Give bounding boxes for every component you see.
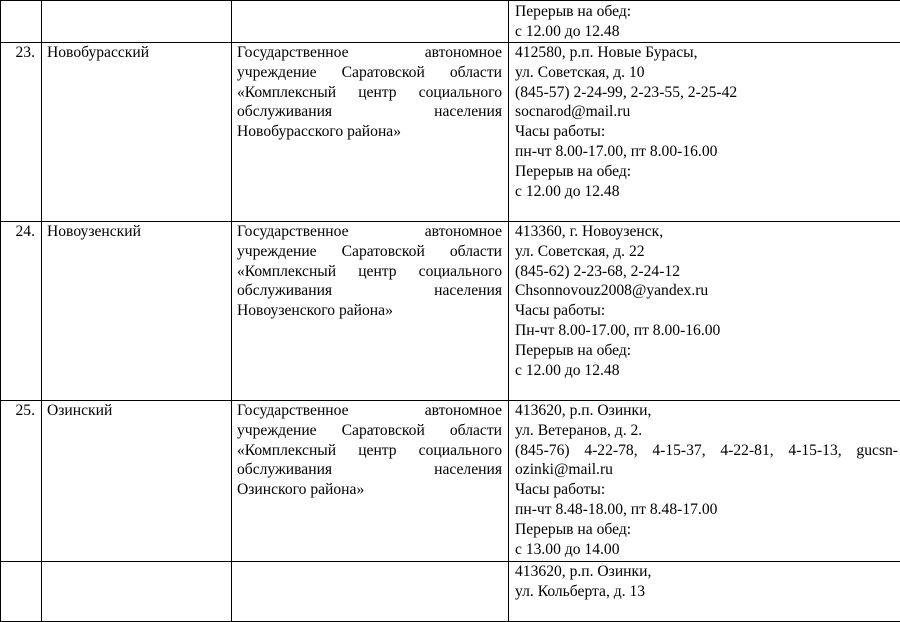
contact-line: 413360, г. Новоузенск, (515, 222, 898, 242)
row-number: 24. (1, 222, 42, 401)
contact-line: ул. Ветеранов, д. 2. (515, 421, 898, 441)
contact-line: Часы работы: (515, 480, 898, 500)
contact-line: 413620, р.п. Озинки, (515, 401, 898, 421)
contact-cell (509, 401, 900, 562)
contact-line: ул. Советская, д. 22 (515, 242, 898, 262)
contact-line: Перерыв на обед: (515, 341, 898, 361)
district-name: Озинский (42, 401, 232, 562)
org-line: «Комплексный центр социального (237, 83, 502, 103)
contact-line: 413620, р.п. Озинки, (515, 562, 898, 582)
contact-cell (509, 43, 900, 222)
contact-line: Перерыв на обед: (515, 2, 898, 22)
contact-line: ул. Кольберта, д. 13 (515, 582, 898, 602)
district-cell (42, 562, 232, 622)
contact-line: ozinki@mail.ru (515, 460, 898, 480)
contact-line: Часы работы: (515, 301, 898, 321)
contact-line: Перерыв на обед: (515, 162, 898, 182)
contact-line: (845-76) 4-22-78, 4-15-37, 4-22-81, 4-15-13, gucsn- (515, 441, 898, 461)
contact-line: Часы работы: (515, 122, 898, 142)
contact-line: пн-чт 8.00-17.00, пт 8.00-16.00 (515, 142, 898, 162)
district-name: Новобурасский (42, 43, 232, 222)
table-row (1, 401, 900, 562)
org-line: учреждение Саратовской области (237, 421, 502, 441)
org-line: Новобурасского района» (237, 122, 502, 142)
contact-line: с 13.00 до 14.00 (515, 540, 898, 560)
org-line: учреждение Саратовской области (237, 242, 502, 262)
org-cell (232, 43, 509, 222)
org-line: Озинского района» (237, 480, 502, 500)
contact-cell (509, 1, 900, 43)
district-cell (42, 1, 232, 43)
table-row (1, 222, 900, 401)
contact-line: с 12.00 до 12.48 (515, 182, 898, 202)
contact-line: Перерыв на обед: (515, 520, 898, 540)
contact-line: Chsonnovouz2008@yandex.ru (515, 281, 898, 301)
num-cell (1, 1, 42, 43)
org-line: учреждение Саратовской области (237, 63, 502, 83)
contact-line: ул. Советская, д. 10 (515, 63, 898, 83)
contact-line: socnarod@mail.ru (515, 102, 898, 122)
org-line: обслуживания населения (237, 102, 502, 122)
num-cell (1, 562, 42, 622)
table-row (1, 43, 900, 222)
table-row (1, 562, 900, 622)
contact-cell (509, 222, 900, 401)
row-number: 25. (1, 401, 42, 562)
org-cell (232, 401, 509, 562)
district-name: Новоузенский (42, 222, 232, 401)
org-line: Новоузенского района» (237, 301, 502, 321)
contact-line: пн-чт 8.48-18.00, пт 8.48-17.00 (515, 500, 898, 520)
org-line: Государственное автономное (237, 222, 502, 242)
org-line: «Комплексный центр социального (237, 262, 502, 282)
org-line: обслуживания населения (237, 281, 502, 301)
org-line: Государственное автономное (237, 43, 502, 63)
org-cell (232, 222, 509, 401)
org-line: обслуживания населения (237, 460, 502, 480)
contact-line: с 12.00 до 12.48 (515, 22, 898, 42)
contact-line: (845-62) 2-23-68, 2-24-12 (515, 262, 898, 282)
contact-cell (509, 562, 900, 622)
org-line: Государственное автономное (237, 401, 502, 421)
contact-line: Пн-чт 8.00-17.00, пт 8.00-16.00 (515, 321, 898, 341)
contact-line: (845-57) 2-24-99, 2-23-55, 2-25-42 (515, 83, 898, 103)
contact-line: 412580, р.п. Новые Бурасы, (515, 43, 898, 63)
org-cell (232, 562, 509, 622)
contact-line: с 12.00 до 12.48 (515, 361, 898, 381)
org-cell (232, 1, 509, 43)
table-row (1, 1, 900, 43)
org-line: «Комплексный центр социального (237, 441, 502, 461)
row-number: 23. (1, 43, 42, 222)
